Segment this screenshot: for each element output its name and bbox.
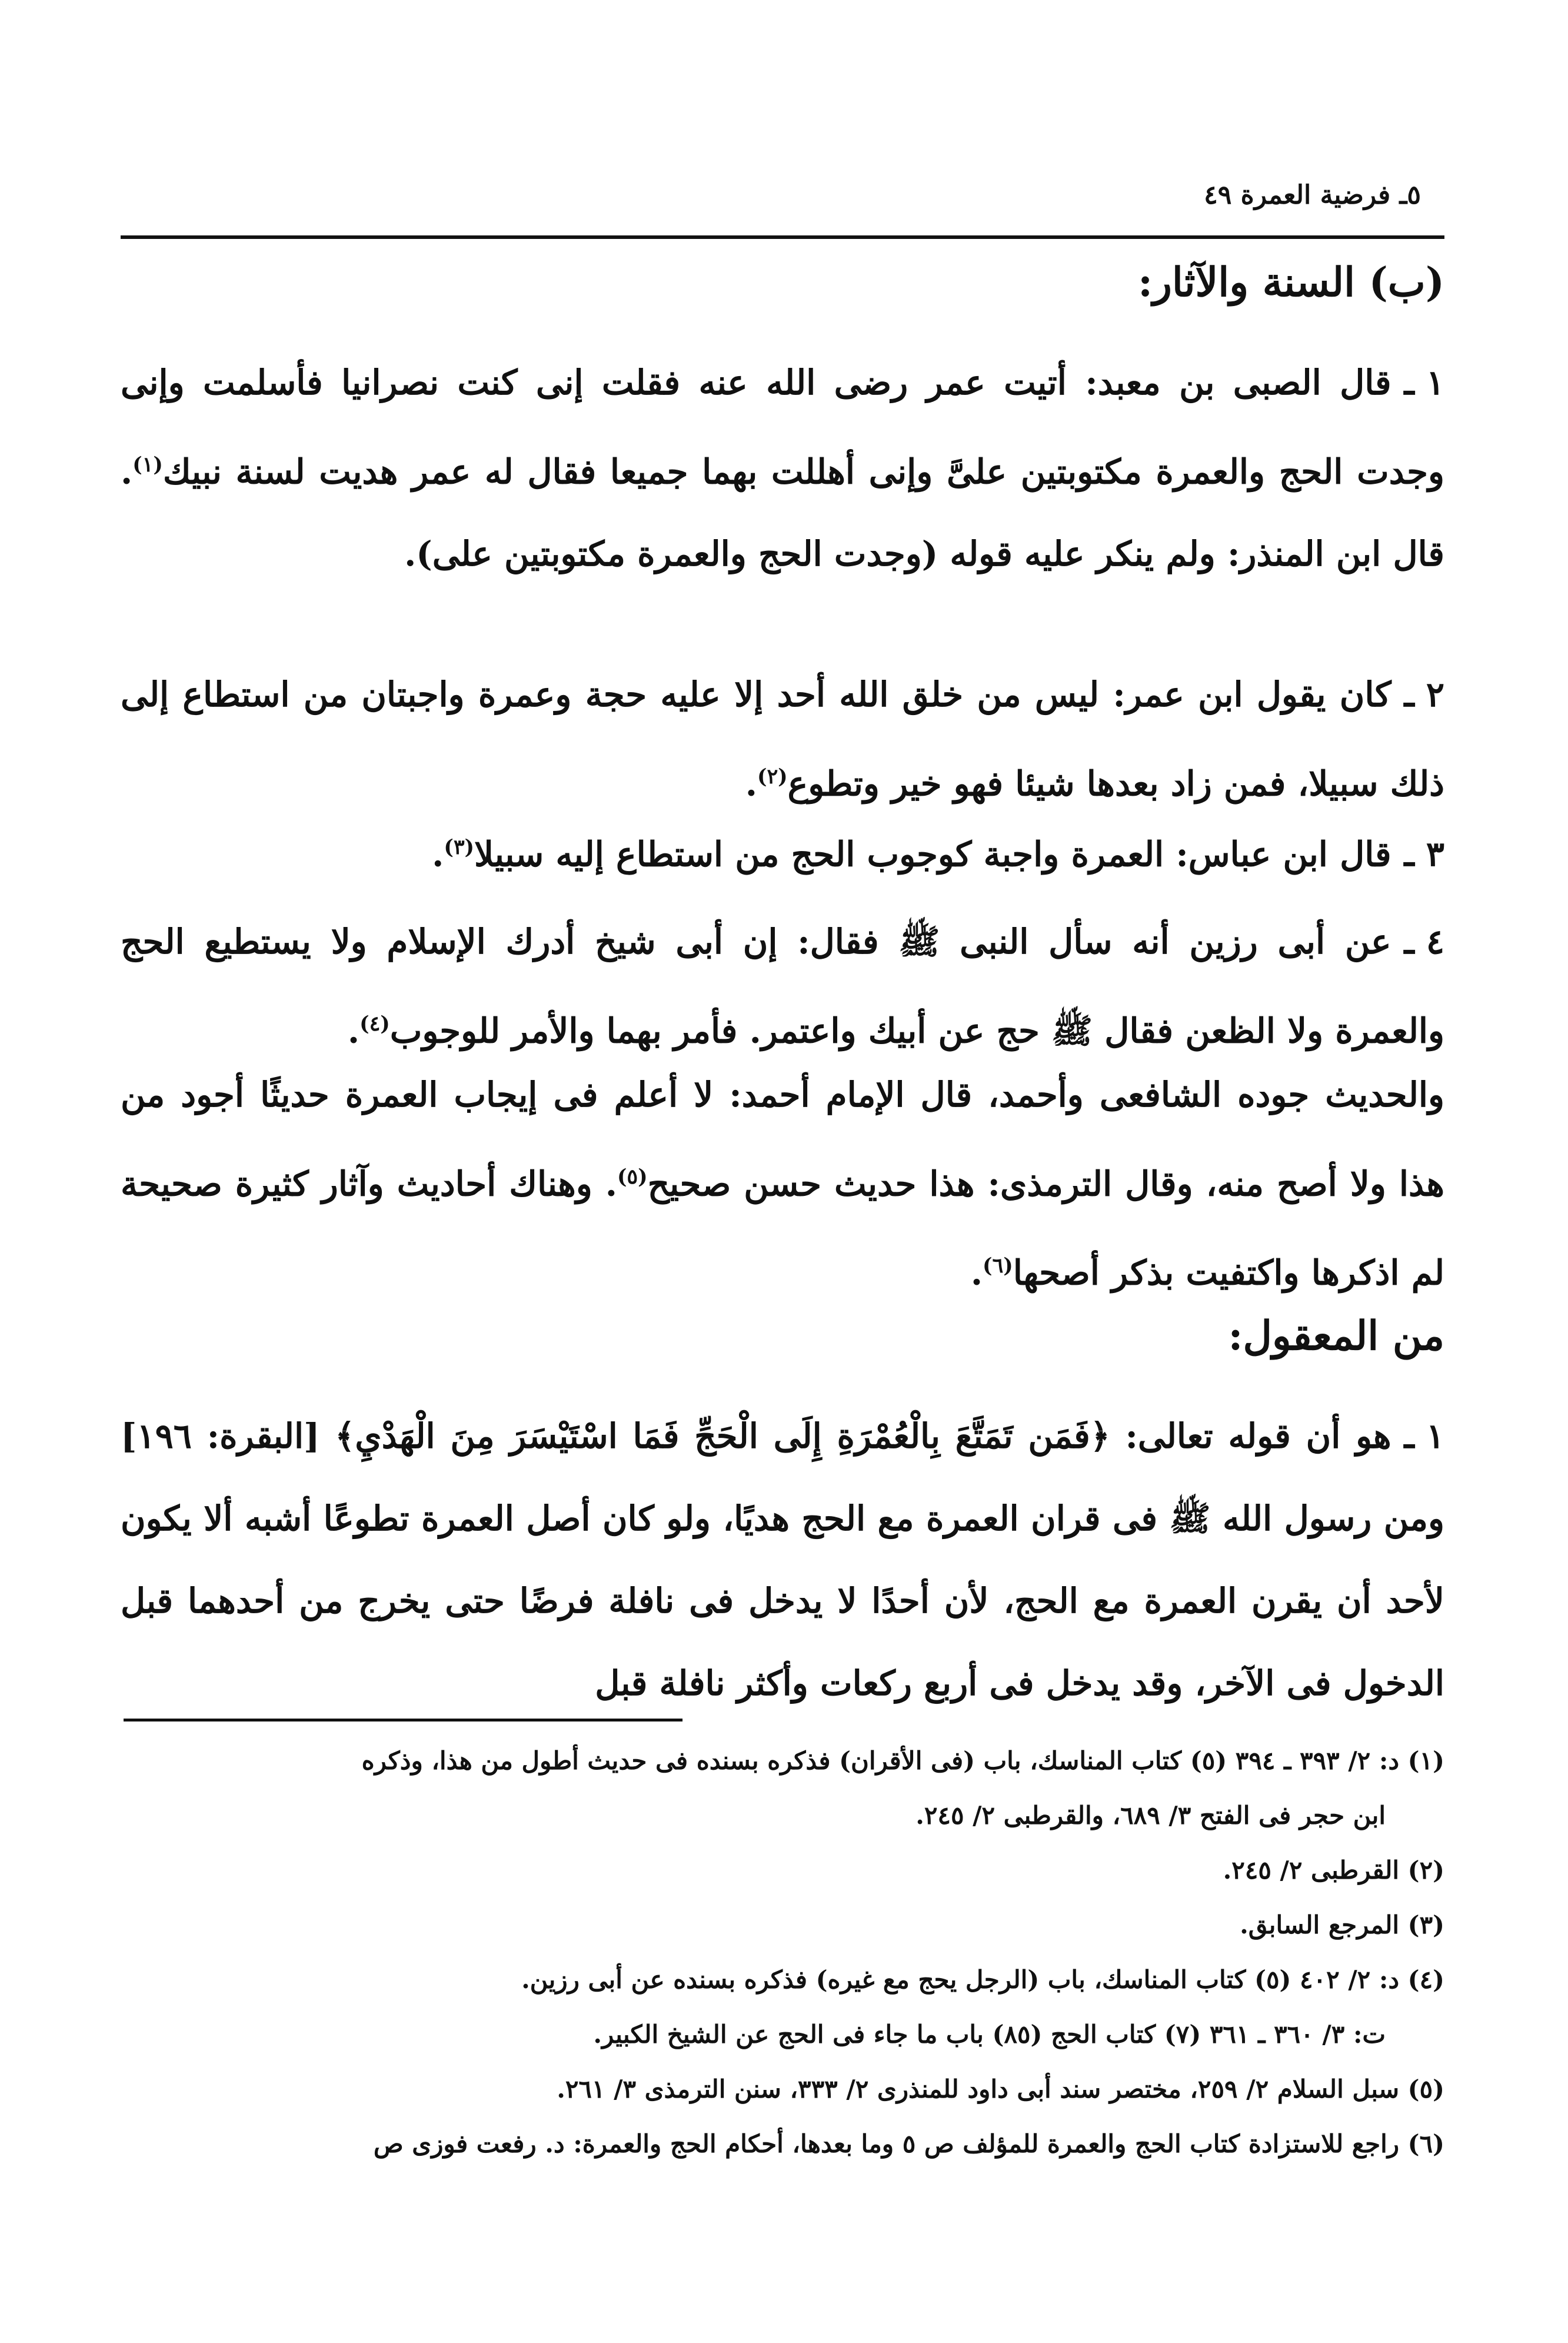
item-text: قال الصبى بن معبد: أتيت عمر رضى الله عنه فقلت إنى كنت نصرانيا فأسلمت وإنى وجدت الحج والعمرة مكتوبتين علىَّ وإنى أهللت بهما جميعا فقال له عمر هديت لسنة نبيك xyxy=(121,363,1444,492)
closing-paragraph xyxy=(121,1053,1444,1314)
item-number: ١ ـ xyxy=(1404,1416,1444,1456)
footnote-ref: (٥) xyxy=(617,1165,648,1189)
item-tail: . xyxy=(432,834,444,875)
footnotes xyxy=(121,1733,1444,2171)
footnote-5: (٥) سبل السلام ٢/ ٢٥٩، مختصر سند أبى داود للمنذرى ٢/ ٣٣٣، سنن الترمذى ٣/ ٢٦١. xyxy=(557,2075,1444,2103)
closing-mid: . وهناك أحاديث وآثار كثيرة صحيحة لم اذكرها واكتفيت بذكر أصحها xyxy=(121,1164,1444,1293)
footnote-ref: (٢) xyxy=(757,765,788,789)
item-tail: . xyxy=(347,1011,360,1051)
item-text: قال ابن عباس: العمرة واجبة كوجوب الحج من استطاع إليه سبيلا xyxy=(474,834,1391,875)
footnote-ref: (٣) xyxy=(444,835,474,859)
footnote-1: (١) د: ٢/ ٣٩٣ ـ ٣٩٤ (٥) كتاب المناسك، باب (فى الأقران) فذكره بسنده فى حديث أطول من هذا، وذكره xyxy=(361,1746,1444,1775)
running-title: ٥ـ فرضية العمرة xyxy=(1240,180,1421,210)
closing-text: والحديث جوده الشافعى وأحمد، قال الإمام أحمد: لا أعلم فى إيجاب العمرة حديثًا أجود من هذا ولا أصح منه، وقال الترمذى: هذا حديث حسن صحيح xyxy=(121,1075,1444,1204)
running-title-and-page xyxy=(1204,180,1421,210)
item-number: ٣ ـ xyxy=(1404,834,1444,875)
item-number: ٢ ـ xyxy=(1404,674,1444,714)
footnote-3: (٣) المرجع السابق. xyxy=(1240,1910,1444,1939)
footnote-divider xyxy=(124,1719,683,1721)
section-c-title: من المعقول: xyxy=(1228,1312,1444,1360)
list-item-3 xyxy=(121,806,1444,895)
item-number: ٤ ـ xyxy=(1404,922,1444,962)
list-item-4 xyxy=(121,900,1444,1072)
footnote-4: (٤) د: ٢/ ٤٠٢ (٥) كتاب المناسك، باب (الرجل يحج مع غيره) فذكره بسنده عن أبى رزين. xyxy=(521,1965,1444,1994)
item-text: عن أبى رزين أنه سأل النبى ﷺ فقال: إن أبى شيخ أدرك الإسلام ولا يستطيع الحج والعمرة ولا الظعن فقال ﷺ حج عن أبيك واعتمر. فأمر بهما والأمر للوجوب xyxy=(121,922,1444,1051)
footnote-ref: (٦) xyxy=(983,1254,1013,1278)
footnote-6: (٦) راجع للاستزادة كتاب الحج والعمرة للمؤلف ص ٥ وما بعدها، أحكام الحج والعمرة: د. رفعت فوزى ص xyxy=(373,2129,1444,2158)
closing-tail: . xyxy=(970,1252,983,1293)
item-tail: . xyxy=(745,763,757,804)
list-item-1 xyxy=(121,341,1444,595)
item-tail: . قال ابن المنذر: ولم ينكر عليه قوله (وجدت الحج والعمرة مكتوبتين على). xyxy=(121,451,1444,574)
footnote-4-cont: ت: ٣/ ٣٦٠ ـ ٣٦١ (٧) كتاب الحج (٨٥) باب ما جاء فى الحج عن الشيخ الكبير. xyxy=(593,2020,1386,2049)
running-header xyxy=(121,177,1444,239)
footnote-ref: (١) xyxy=(132,453,163,477)
list-item-2 xyxy=(121,653,1444,825)
list-item-reason-1 xyxy=(121,1395,1444,1724)
section-b-title: (ب) السنة والآثار: xyxy=(1137,259,1444,306)
page-number: ٤٩ xyxy=(1204,180,1232,210)
footnote-2: (٢) القرطبى ٢/ ٢٤٥. xyxy=(1223,1856,1444,1885)
item-text: هو أن قوله تعالى: ﴿فَمَن تَمَتَّعَ بِالْعُمْرَةِ إِلَى الْحَجِّ فَمَا اسْتَيْسَرَ مِنَ الْهَدْيِ﴾ [البقرة: ١٩٦] ومن رسول الله ﷺ فى قران العمرة مع الحج هديًا، ولو كان أصل العمرة تطوعًا أشبه ألا يكون لأحد أن يقرن العمرة مع الحج، لأن أحدًا لا يدخل فى نافلة فرضًا حتى يخرج من أحدهما قبل الدخول فى الآخر، وقد يدخل فى أربع ركعات وأكثر نافلة قبل xyxy=(121,1416,1444,1703)
item-number: ١ ـ xyxy=(1404,363,1444,403)
item-text: كان يقول ابن عمر: ليس من خلق الله أحد إلا عليه حجة وعمرة واجبتان من استطاع إلى ذلك سبيلا، فمن زاد بعدها شيئا فهو خير وتطوع xyxy=(121,674,1444,804)
footnote-1-cont: ابن حجر فى الفتح ٣/ ٦٨٩، والقرطبى ٢/ ٢٤٥. xyxy=(916,1801,1386,1830)
footnote-ref: (٤) xyxy=(359,1012,390,1036)
